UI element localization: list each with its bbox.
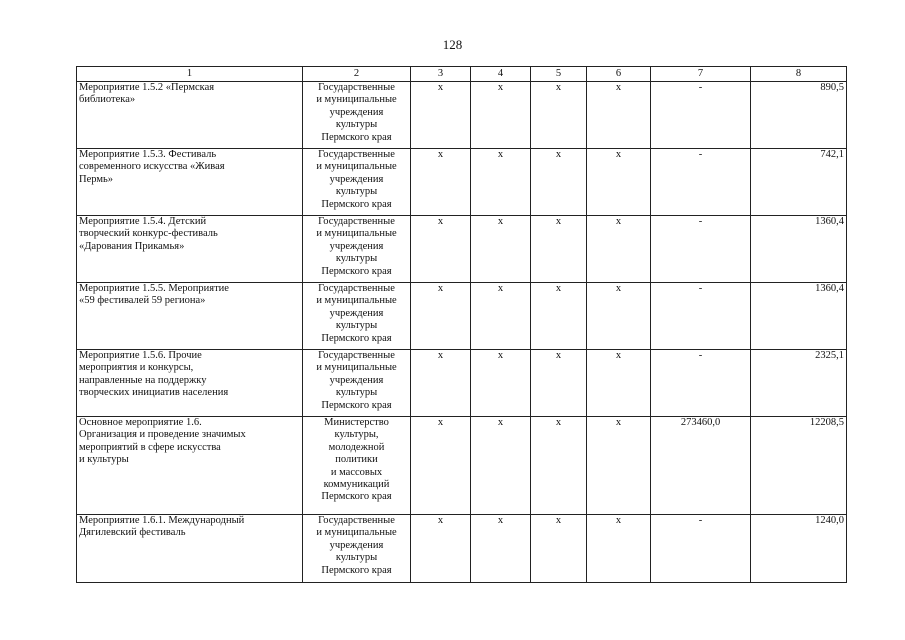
- cell-column-7: -: [651, 82, 751, 149]
- table-row: [77, 515, 847, 583]
- activity-name-line: «59 фестивалей 59 региона»: [79, 295, 206, 307]
- executor-line: и муниципальные: [316, 161, 397, 173]
- executor-cell: [303, 515, 411, 583]
- executor-line: культуры,: [334, 429, 379, 441]
- cell-column-3: x: [411, 515, 471, 583]
- executor-line: учреждения: [329, 106, 384, 118]
- executor-line: Пермского края: [321, 399, 392, 411]
- executor-line: Пермского края: [321, 491, 392, 503]
- column-header-6: 6: [587, 67, 651, 82]
- activity-name-line: творческих инициатив населения: [79, 387, 229, 399]
- executor-line: Пермского края: [321, 198, 392, 210]
- column-header-1: 1: [77, 67, 303, 82]
- executor-line: Государственные: [318, 82, 395, 93]
- executor-line: Государственные: [318, 216, 395, 227]
- cell-column-8: 2325,1: [751, 350, 847, 417]
- activity-name-line: Мероприятие 1.5.5. Мероприятие: [79, 283, 229, 294]
- cell-column-8: 742,1: [751, 149, 847, 216]
- executor-cell: [303, 82, 411, 149]
- activity-name-line: Мероприятие 1.6.1. Международный: [79, 515, 245, 526]
- executor-line: культуры: [335, 387, 378, 399]
- activity-name-cell: [77, 283, 303, 350]
- activity-name-line: мероприятия и конкурсы,: [79, 362, 194, 374]
- activity-name-line: Мероприятие 1.5.2 «Пермская: [79, 82, 215, 93]
- activity-name-line: Дягилевский фестиваль: [79, 527, 186, 539]
- executor-line: Государственные: [318, 515, 395, 526]
- column-header-3: 3: [411, 67, 471, 82]
- cell-column-6: x: [587, 82, 651, 149]
- activity-name-line: библиотека»: [79, 94, 136, 106]
- executor-line: и муниципальные: [316, 94, 397, 106]
- executor-cell: [303, 417, 411, 515]
- table-row: [77, 149, 847, 216]
- executor-line: Государственные: [318, 149, 395, 160]
- cell-column-8: 12208,5: [751, 417, 847, 515]
- cell-column-3: x: [411, 417, 471, 515]
- cell-column-6: x: [587, 283, 651, 350]
- executor-line: культуры: [335, 186, 378, 198]
- executor-line: культуры: [335, 320, 378, 332]
- cell-column-6: x: [587, 149, 651, 216]
- activity-name-line: и культуры: [79, 454, 129, 466]
- cell-column-3: x: [411, 350, 471, 417]
- cell-column-3: x: [411, 283, 471, 350]
- activity-name-line: Пермь»: [79, 173, 114, 185]
- executor-line: и муниципальные: [316, 362, 397, 374]
- activity-name-line: Мероприятие 1.5.3. Фестиваль: [79, 149, 217, 160]
- activity-name-cell: [77, 417, 303, 515]
- table-row: [77, 417, 847, 515]
- activity-name-line: современного искусства «Живая: [79, 161, 225, 173]
- cell-column-3: x: [411, 216, 471, 283]
- activity-name-cell: [77, 149, 303, 216]
- executor-cell: [303, 216, 411, 283]
- column-header-7: 7: [651, 67, 751, 82]
- cell-column-5: x: [531, 216, 587, 283]
- table-header: [77, 67, 847, 82]
- table-body: [77, 82, 847, 583]
- cell-column-8: 890,5: [751, 82, 847, 149]
- activity-name-line: «Дарования Прикамья»: [79, 240, 185, 252]
- cell-column-6: x: [587, 417, 651, 515]
- executor-line: и муниципальные: [316, 295, 397, 307]
- cell-column-5: x: [531, 283, 587, 350]
- table-row: [77, 82, 847, 149]
- cell-column-5: x: [531, 515, 587, 583]
- cell-column-8: 1360,4: [751, 283, 847, 350]
- executor-line: учреждения: [329, 374, 384, 386]
- activity-name-line: Мероприятие 1.5.4. Детский: [79, 216, 207, 227]
- executor-line: политики: [335, 454, 378, 466]
- table-row: [77, 216, 847, 283]
- cell-column-5: x: [531, 417, 587, 515]
- page-number: 128: [442, 37, 463, 52]
- cell-column-4: x: [471, 216, 531, 283]
- cell-column-4: x: [471, 515, 531, 583]
- activity-name-line: Основное мероприятие 1.6.: [79, 417, 202, 428]
- cell-column-4: x: [471, 149, 531, 216]
- activity-name-cell: [77, 82, 303, 149]
- cell-column-4: x: [471, 350, 531, 417]
- activity-name-line: Организация и проведение значимых: [79, 429, 246, 441]
- executor-line: Министерство: [324, 417, 389, 428]
- cell-column-5: x: [531, 350, 587, 417]
- executor-line: культуры: [335, 253, 378, 265]
- activity-name-line: творческий конкурс-фестиваль: [79, 228, 218, 240]
- activity-name-line: направленные на поддержку: [79, 374, 207, 386]
- column-header-4: 4: [471, 67, 531, 82]
- cell-column-7: -: [651, 283, 751, 350]
- table-row: [77, 350, 847, 417]
- cell-column-4: x: [471, 417, 531, 515]
- executor-line: Пермского края: [321, 332, 392, 344]
- activity-name-line: Мероприятие 1.5.6. Прочие: [79, 350, 202, 361]
- executor-line: Государственные: [318, 283, 395, 294]
- executor-line: учреждения: [329, 539, 384, 551]
- cell-column-7: -: [651, 515, 751, 583]
- cell-column-7: -: [651, 149, 751, 216]
- cell-column-7: 273460,0: [651, 417, 751, 515]
- executor-cell: [303, 350, 411, 417]
- cell-column-7: -: [651, 350, 751, 417]
- cell-column-4: x: [471, 283, 531, 350]
- cell-column-5: x: [531, 149, 587, 216]
- table-row: [77, 283, 847, 350]
- executor-cell: [303, 283, 411, 350]
- executor-cell: [303, 149, 411, 216]
- executor-line: Пермского края: [321, 131, 392, 143]
- executor-line: учреждения: [329, 240, 384, 252]
- executor-line: молодежной: [328, 441, 385, 453]
- executor-line: Пермского края: [321, 265, 392, 277]
- cell-column-6: x: [587, 216, 651, 283]
- cell-column-3: x: [411, 149, 471, 216]
- executor-line: Пермского края: [321, 564, 392, 576]
- executor-line: учреждения: [329, 307, 384, 319]
- executor-line: Государственные: [318, 350, 395, 361]
- executor-line: и муниципальные: [316, 228, 397, 240]
- cell-column-8: 1240,0: [751, 515, 847, 583]
- executor-line: коммуникаций: [323, 479, 390, 491]
- activity-name-line: мероприятий в сфере искусства: [79, 441, 221, 453]
- cell-column-8: 1360,4: [751, 216, 847, 283]
- executor-line: культуры: [335, 552, 378, 564]
- executor-line: и муниципальные: [316, 527, 397, 539]
- executor-line: учреждения: [329, 173, 384, 185]
- activity-name-cell: [77, 515, 303, 583]
- cell-column-7: -: [651, 216, 751, 283]
- cell-column-4: x: [471, 82, 531, 149]
- executor-line: и массовых: [330, 466, 383, 478]
- column-header-5: 5: [531, 67, 587, 82]
- cell-column-6: x: [587, 350, 651, 417]
- column-header-2: 2: [303, 67, 411, 82]
- cell-column-6: x: [587, 515, 651, 583]
- activity-name-cell: [77, 350, 303, 417]
- executor-line: культуры: [335, 119, 378, 131]
- cell-column-3: x: [411, 82, 471, 149]
- column-header-8: 8: [751, 67, 847, 82]
- activity-name-cell: [77, 216, 303, 283]
- data-table: [76, 66, 847, 583]
- header-row: [77, 67, 847, 82]
- cell-column-5: x: [531, 82, 587, 149]
